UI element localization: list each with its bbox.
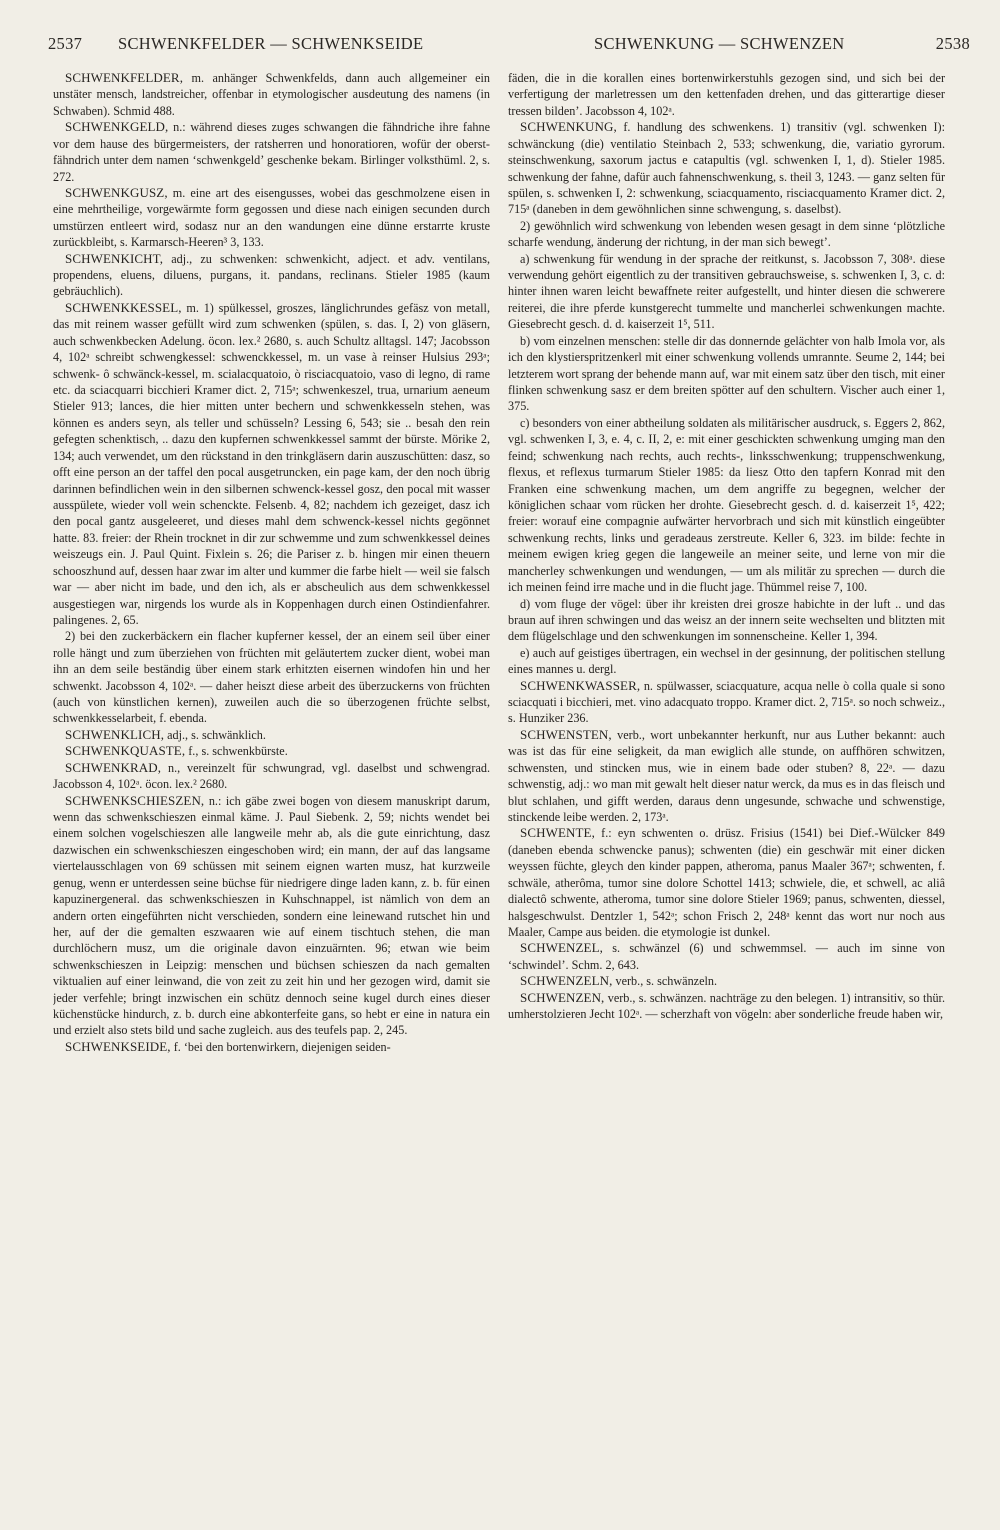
dictionary-entry (508, 119, 945, 218)
dictionary-entry (508, 678, 945, 727)
entry-headword: SCHWENKWASSER, (520, 677, 641, 693)
entry-headword: SCHWENZEL, (520, 940, 603, 956)
entry-text: verb., s. schwänzen. nachträge zu den belegen. 1) intransitiv, so thür. umherstolzieren Jecht 102ᵃ. — scherzhaft von vögeln: aber sonderliche freude haben wir, (508, 990, 945, 1022)
entry-text: c) besonders von einer abtheilung soldaten als militärischer ausdruck, s. Eggers 2, 862, vgl. schwenken I, 3, e. 4, c. II, 2, e: mit einer geschickten schwenkung umging man den feind; schwenkung nach rechts, auch rechts-, linksschwenkung; truppenschwenkung, flexus, et reflexus turmarum Stieler 1985: da liesz Otto den tapfern Konrad mit den Franken eine schwenkung machen, um dem angriffe zu begegnen, welcher der königlichen schaar vom rücken her drohte. Giesebrecht gesch. d. d. kaiserzeit 1⁵, 422; freier: worauf eine compagnie aufwärter hervorbrach und sich mit künstlich eingeübter schwenkung rechts, links und geradeaus zerstreute. Keller 6, 323. im bilde: fechte in meinem ewigen krieg gegen die langeweile an meiner seite, und lerne von mir die mancherley schwenkungen und wendungen, — um als militär zu sprechen — durch die ich meinen feind irre mache und in die flucht jage. Thümmel reise 7, 100. (508, 415, 945, 595)
entry-headword: SCHWENKKESSEL, (65, 299, 182, 315)
entry-paragraph (508, 645, 945, 678)
dictionary-entry (53, 727, 490, 743)
left-running-title: SCHWENKFELDER — SCHWENKSEIDE (118, 34, 424, 53)
dictionary-entry (53, 760, 490, 793)
left-column (53, 70, 490, 1510)
dictionary-entry (508, 825, 945, 940)
entry-paragraph (508, 70, 945, 119)
entry-text: verb., s. schwänzeln. (612, 974, 718, 989)
entry-text: f. ‘bei den bortenwirkern, diejenigen seiden- (170, 1039, 391, 1054)
entry-headword: SCHWENKSEIDE, (65, 1038, 171, 1054)
entry-headword: SCHWENKICHT, (65, 250, 164, 266)
entry-headword: SCHWENTE, (520, 825, 595, 841)
entry-text: 2) gewöhnlich wird schwenkung von lebenden wesen gesagt in dem sinne ‘plötzliche scharfe wendung, änderung der richtung, in der man sich bewegt’. (508, 218, 945, 250)
dictionary-entry (53, 70, 490, 119)
entry-text: a) schwenkung für wendung in der sprache der reitkunst, s. Jacobsson 7, 308ᵃ. diese verwendung gehört eigentlich zu der transitiven gebrauchsweise, s. schwenken I, 3, c. d: hinter ihnen waren leicht bewaffnete reiter aufgestellt, und hinter diesen die schwerere reiterei, die ihre pferde kunstgerecht tummelte und mancherlei schwenkungen machte. Giesebrecht gesch. d. d. kaiserzeit 1⁵, 511. (508, 251, 945, 332)
entry-text: b) vom einzelnen menschen: stelle dir das donnernde gelächter von halb Imola vor, als ich den klystierspritzenkerl mit einer schwenkung vollends umrannte. Seume 2, 144; bei letzterem wort sprang der behende mann auf, war mit einem satz über den tisch, mit einer flinken schwenkung sasz er dem breiten spötter auf den schultern. Vischer auch einer 1, 375. (508, 333, 945, 414)
entry-text: d) vom fluge der vögel: über ihr kreisten drei groszе habichte in der luft .. und das braun auf ihren schwingen und das weisz an der innern seite wechselten und blitzten mit dem flügelschlage und den schwenkungen im sonnenscheine. Keller 1, 394. (508, 596, 945, 644)
entry-text: adj., zu schwenken: schwenkicht, adject. et adv. ventilans, propendens, eluens, diluens, purgans, it. pandans, reclinans. Stieler 1985 (kaum gebräuchlich). (53, 251, 490, 299)
entry-headword: SCHWENKQUASTE, (65, 743, 186, 759)
entry-text: n.: ich gäbe zwei bogen von diesem manuskript darum, wenn das schwenkschieszen einmal käme. J. Paul Siebenk. 2, 59; nichts wendet bei einem solchen vogelschieszen alle langweile mehr ab, als die gute einrichtung, dasz dazwischen ein schwenkschieszen eingeschoben wird; ein mann, der auf das langsame viertelausschlagen von 69 schüssen mit seinem eignen warten musz, hat kurzweile genug, wenn er unterdessen seine büchse für niedrigere dinge laden kann, z. b. für einen kapuzinergeneral. das schwenkschieszen in Kuhschnappel, ist nämlich von dem an andern orten eingeführten nicht verschieden, sondern eine leinewand rutschet hin und her, auf der die gemalten eszwaaren wie auf einem tischtuch stehen, die man durchlöchern musz, um die originale davon einzuärnten. 96; etwan wie beim schwenkschieszen in Leipzig: menschen und büchsen schieszen da nach gemalten viktualien auf einer leinwand, die von zeit zu zeit hin und her gezogen wird, damit sie jeder verfehle; bringt inzwischen ein schütz dennoch seine kugel durch eines dieser küchenstücke hindurch, z. b. durch eine abkonterfeite gans, so hebt er eine in natura ein und erzielt also stets bild und sache zugleich. aus des teufels pap. 2, 245. (53, 793, 490, 1038)
entry-headword: SCHWENZELN, (520, 973, 613, 989)
entry-headword: SCHWENKUNG, (520, 119, 617, 135)
dictionary-entry (508, 940, 945, 973)
entry-text: f.: eyn schwenten o. drüsz. Frisius (1541) bei Dief.-Wülcker 849 (daneben ebenda schwencke panus); schwenten (die) ein geschwär mit einer dicken weyssen füchte, gleych den kinder pappen, atheroma, panus Maaler 367ᵃ; schwenten, f. schwäle, atherôma, tumor sine dolore Schottel 1413; schwiele, die, et schwell, ac aliâ dialectô schwente, atheroma, tumor sine dolore Stieler 1969; panus, schwenten, diessel, halsgeschwulst. Dentzler 1, 542ᵃ; schon Frisch 2, 248ᵃ kennt das wort nur noch aus Maaler, Campe aus beiden. die etymologie ist dunkel. (508, 826, 945, 939)
entry-text: m. eine art des eisengusses, wobei das geschmolzene eisen in eine mehrtheilige, vorgewärmte form gegossen und diese nach einigen secunden durch umstürzen entleert wird, sodasz nur an den wandungen eine dünne erstarrte kruste zurückbleibt, s. Karmarsch-Heeren³ 3, 133. (53, 185, 490, 250)
dictionary-entry (53, 743, 490, 759)
dictionary-entry (508, 973, 945, 989)
entry-text: f. handlung des schwenkens. 1) transitiv (vgl. schwenken I): schwänckung (die) ventilatio Steinbach 2, 533; schwenkung, die, variatio gyrorum. steinschwenkung, saxorum jactus e catapultis (vgl. schwenken I, 1, d). Stieler 1985. schwenkung der fahne, dafür auch fahnenschwenkung, s. theil 3, 1243. — ganz selten für spülen, s. schwenken I, 2: schwenkung, sciacquamento, risciacquamento Kramer dict. 2, 715ᵃ (daneben in dem gewöhnlichen sinne schwengung, s. daselbst). (508, 120, 945, 217)
running-header (48, 34, 970, 60)
entry-paragraph (508, 333, 945, 415)
entry-headword: SCHWENKRAD, (65, 759, 162, 775)
dictionary-entry (53, 793, 490, 1039)
entry-text: e) auch auf geistiges übertragen, ein wechsel in der gesinnung, der politischen stellung eines mannes u. dergl. (508, 645, 945, 677)
entry-headword: SCHWENZEN, (520, 989, 605, 1005)
dictionary-entry (53, 300, 490, 628)
dictionary-entry (508, 990, 945, 1023)
entry-text: n., vereinzelt für schwungrad, vgl. daselbst und schwengrad. Jacobsson 4, 102ᵃ. öcon. lex.² 2680. (53, 760, 490, 792)
entry-paragraph (508, 596, 945, 645)
entry-headword: SCHWENKGUSZ, (65, 184, 168, 200)
entry-text: adj., s. schwänklich. (164, 727, 266, 742)
dictionary-entry (53, 119, 490, 185)
dictionary-entry (53, 185, 490, 251)
entry-text: fäden, die in die korallen eines bortenwirkerstuhls gezogen sind, und sich bei der verfertigung der marletressen um den kettenfaden drehen, und das gitterartige dieser tressen bilden’. Jacobsson 4, 102ᵃ. (508, 71, 945, 118)
left-page-number: 2537 (48, 34, 83, 53)
entry-headword: SCHWENKGELD, (65, 119, 169, 135)
entry-text: n. spülwasser, sciacquature, acqua nelle ò colla quale si sono sciacquati i bicchieri, met. vino adacquato troppo. Kramer dict. 2, 715ᵃ. so noch schweiz., s. Hunziker 236. (508, 678, 945, 726)
right-column (508, 70, 945, 1510)
entry-paragraph (508, 251, 945, 333)
dictionary-entry (53, 1039, 490, 1055)
dictionary-entry (508, 727, 945, 826)
entry-text: m. 1) spülkessel, groszes, länglichrundes gefäsz von metall, das mit reinem wasser gefüllt wird zum schwenken (spülen, s. das. I, 2) von gläsern, auch schwenkbecken Adelung. öcon. lex.² 2680, s. auch Schultz alltagsl. 147; Jacobsson 4, 102ᵃ schreibt schwengkessel: schwenckkessel, m. un vase à reinser Hulsius 293ᵃ; schwenk- ô schwänck-kessel, m. scialacquatoio, ò risciacquatoio, vaso di legno, di rame etc. da sciacquarri bicchieri Kramer dict. 2, 715ᵃ; schwenkeszel, trua, urnarium aeneum Stieler 913; lances, die hier mitten unter bechern und schwenkkesseln stehen, was können es anders seyn, als teller und schüsseln? Lessing 6, 543; sie .. besah den rein gefegten schenktisch, .. dazu den kupfernen schwenkkessel sammt der bürste. Mörike 2, 134; auch verwendet, um den rückstand in den trinkgläsern darin auszuschütten: dasz, so offt eine person an der taffel den pocal ausgetruncken, ein page kam, der den noch übrig darinnen befindlichen wein in den silbernen schwenck-kessel gosz, den pocal mit wasser ausspülete, wieder voll wein schenckte. Felsenb. 4, 82; nachdem ich gezeiget, dasz ich den pocal gantz ausgeleeret, und dieses mahl dem schwenck-kessel nichts gegönnet hatte. 83. freier: der Rhein trocknet in dir zur schwemme und zum schwenkkessel deines weiszeugs ein. J. Paul Quint. Fixlein s. 26; die Pariser z. b. hingen mir einen theuern schooszhund auf, dessen haar zwar im alter und kummer die farbe hielt — weil sie falsch war — aber nicht im bade, und den ich, als er abscheulich aus dem schwenkkessel ausgestiegen war, nirgends los wurde als in Koppenhagen durch einen Ostindienfahrer. palingenes. 2, 65. (53, 300, 490, 627)
entry-paragraph (508, 415, 945, 596)
entry-headword: SCHWENKLICH, (65, 726, 165, 742)
entry-text: m. anhänger Schwenkfelds, dann auch allgemeiner ein unstäter mensch, landstreicher, offenbar in etymologischer ausdeutung des namens (in Schwaben). Schmid 488. (53, 71, 490, 118)
entry-paragraph (53, 628, 490, 727)
entry-text: 2) bei den zuckerbäckern ein flacher kupferner kessel, der an einem seil über einer rolle hängt und zum überziehen von früchten mit geläutertem zucker dient, wobei man ihn an dem seile beständig über einem stark erhitzten eisernen windofen hin und her schwenkt. Jacobsson 4, 102ᵃ. — daher heiszt diese arbeit des überzuckerns von früchten (auch von künstlichen kernen), zuweilen auch die so überzogenen früchte selbst, schwenkkesselarbeit, f. ebenda. (53, 629, 490, 726)
entry-headword: SCHWENKSCHIESZEN, (65, 792, 205, 808)
entry-text: verb., wort unbekannter herkunft, nur aus Luther bekannt: auch was ist das für eine seligkeit, da man ewiglich alle stunde, on auffhören schwitzen, schwensten, und stincken mus, wie in einem bade oder stuben? 8, 22ᵃ. — dazu schwenstig, adj.: wo man mit gewalt helt dieser natur werck, da mus es in das fleisch und blut schlahen, und gifft werden, daraus denn ungesunde, schwache und schwenstige, stinckende leibe werden. 2, 173ᵃ. (508, 727, 945, 824)
entry-text: n.: während dieses zuges schwangen die fähndriche ihre fahne vor dem hause des bürgermeisters, der ratsherren und honoratioren, wofür der oberst-fähndrich unter dem namen ‘schwenkgeld’ geschenke bekam. Birlinger volksthüml. 2, s. 272. (53, 120, 490, 184)
entry-headword: SCHWENKFELDER, (65, 70, 184, 85)
entry-text: f., s. schwenkbürste. (185, 744, 288, 759)
entry-text: s. schwänzel (6) und schwemmsel. — auch im sinne von ‘schwindel’. Schm. 2, 643. (508, 941, 945, 972)
right-page-number: 2538 (935, 34, 970, 53)
right-running-title: SCHWENKUNG — SCHWENZEN (594, 34, 845, 53)
entry-paragraph (508, 218, 945, 251)
entry-headword: SCHWENSTEN, (520, 726, 612, 742)
dictionary-entry (53, 251, 490, 300)
